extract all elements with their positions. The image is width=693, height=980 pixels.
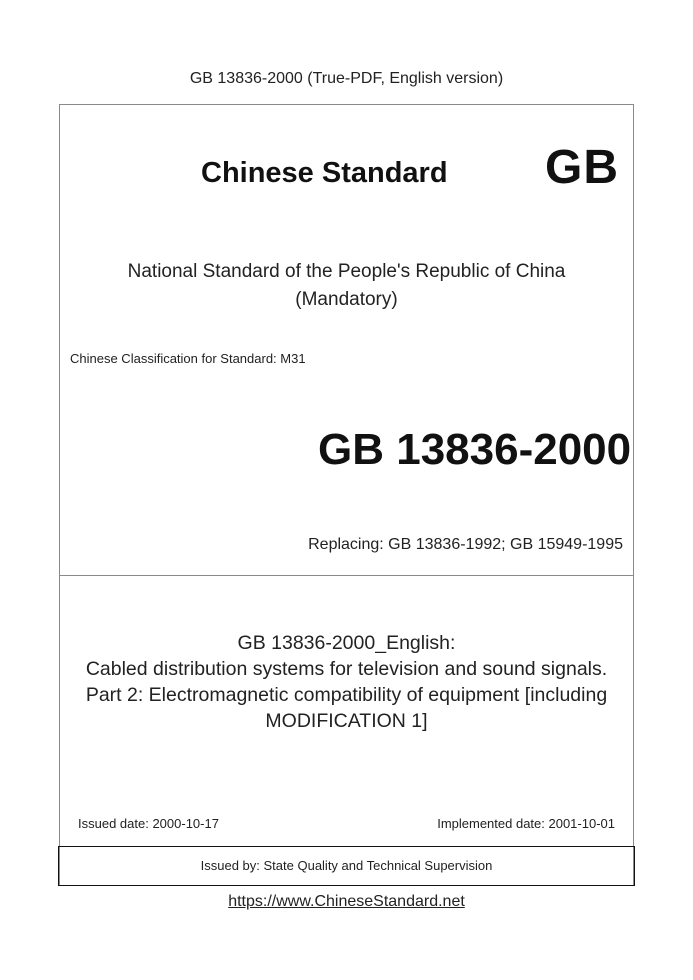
standard-heading: Chinese Standard <box>201 157 448 189</box>
title-line-2: Cabled distribution systems for television and sound signals. <box>85 658 608 680</box>
box-edge-right <box>634 846 635 886</box>
box-edge-left <box>58 846 59 886</box>
replacing-text: Replacing: GB 13836-1992; GB 15949-1995 <box>308 536 623 553</box>
issued-date: Issued date: 2000-10-17 <box>78 816 219 831</box>
footer-website-link[interactable]: https://www.ChineseStandard.net <box>228 893 465 910</box>
frame-divider <box>59 575 634 576</box>
issued-by-text: Issued by: State Quality and Technical Supervision <box>200 858 493 873</box>
implemented-date: Implemented date: 2001-10-01 <box>437 816 615 831</box>
title-line-3: Part 2: Electromagnetic compatibility of equipment [including <box>85 684 608 706</box>
page-header-title: GB 13836-2000 (True-PDF, English version) <box>189 70 504 87</box>
cover-frame <box>59 104 634 886</box>
issued-by-box <box>59 846 634 886</box>
classification-text: Chinese Classification for Standard: M31 <box>70 351 306 366</box>
national-standard-line: National Standard of the People's Republic of China <box>127 261 566 282</box>
mandatory-label: (Mandatory) <box>295 289 398 310</box>
standard-number: GB 13836-2000 <box>318 425 632 474</box>
title-line-1: GB 13836-2000_English: <box>237 632 456 654</box>
title-line-4: MODIFICATION 1] <box>265 710 428 732</box>
gb-logo-mark: GB <box>545 141 619 194</box>
document-title-block <box>59 630 634 734</box>
